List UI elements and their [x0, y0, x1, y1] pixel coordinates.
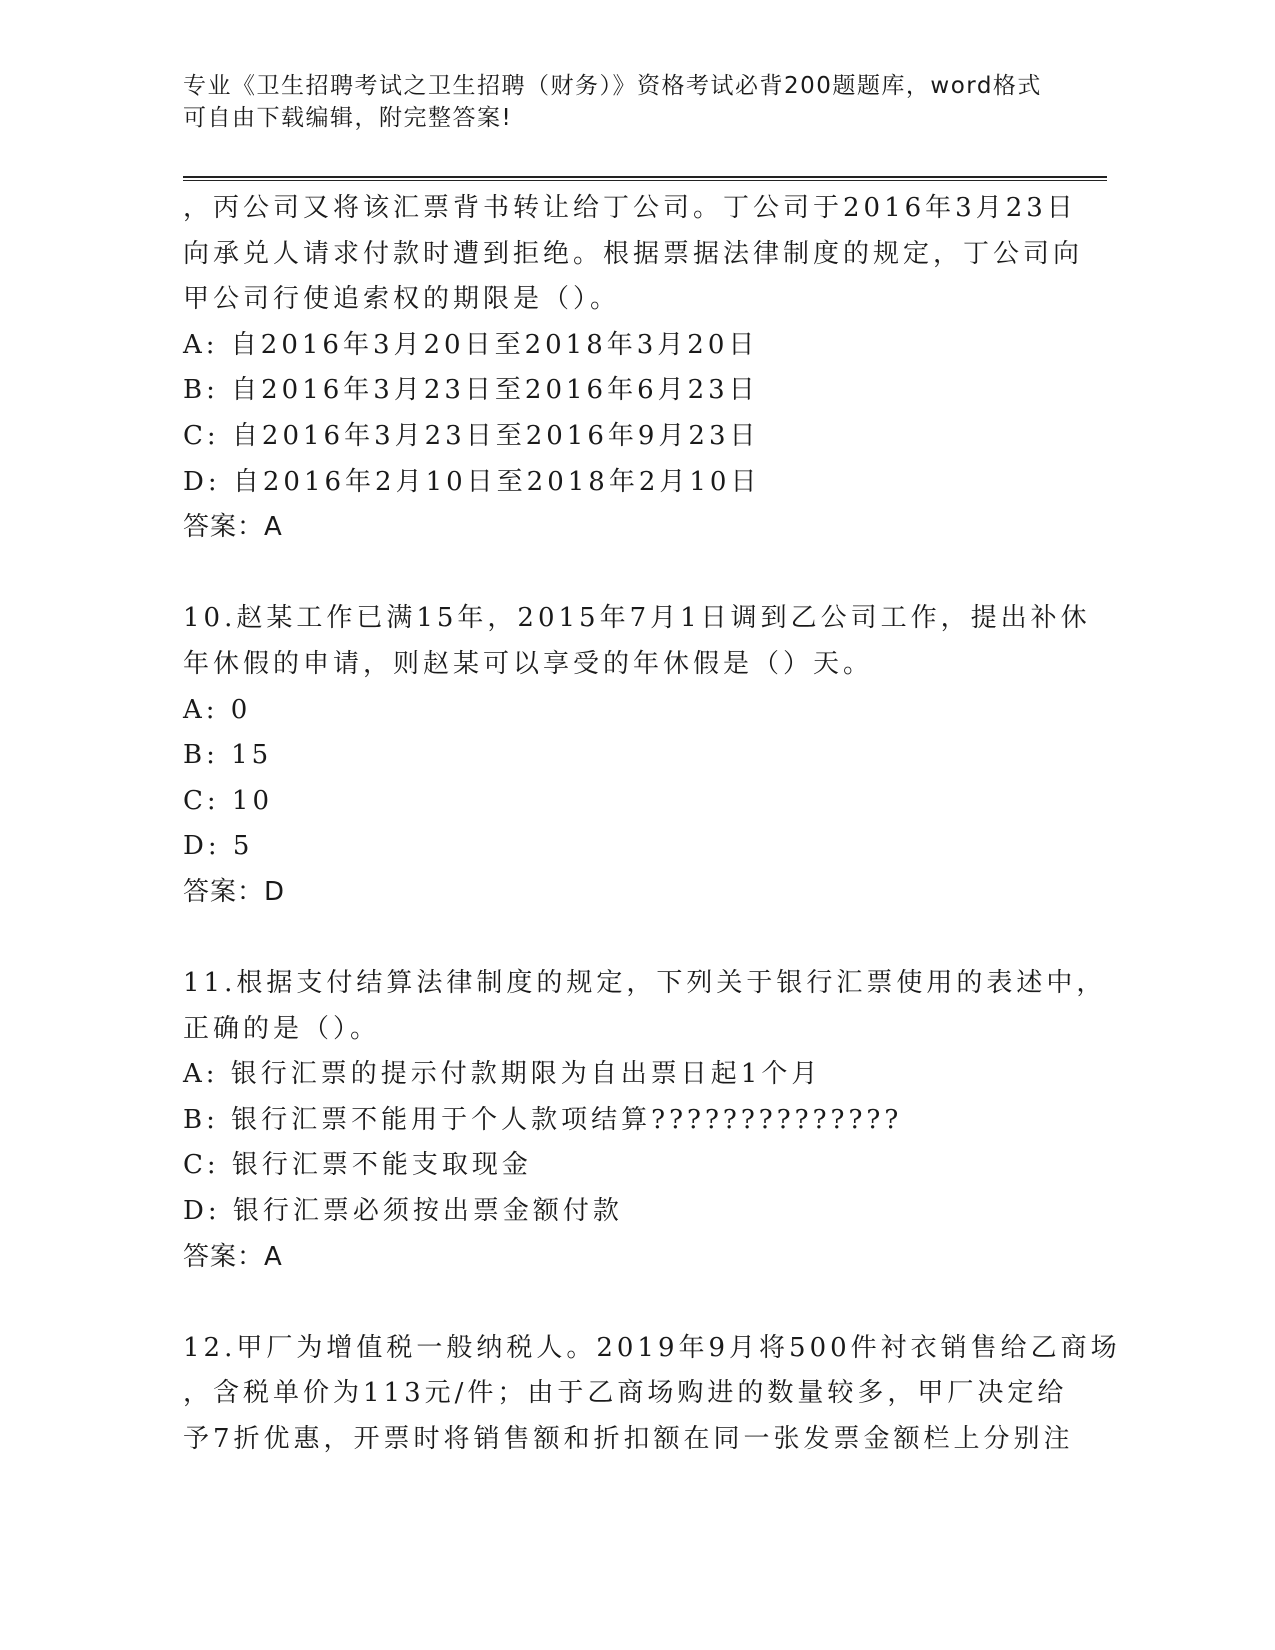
question-9-block: [183, 186, 1084, 551]
header-line-1: 专业《卫生招聘考试之卫生招聘（财务）》资格考试必背200题题库，word格式: [183, 73, 1042, 99]
question-stem-line: 10.赵某工作已满15年，2015年7月1日调到乙公司工作，提出补休: [183, 603, 1091, 634]
question-spacer: [183, 551, 1063, 597]
question-12-block: [183, 1326, 1121, 1463]
question-stem-line: 年休假的申请，则赵某可以享受的年休假是（）天。: [183, 648, 874, 679]
question-stem-line: 向承兑人请求付款时遭到拒绝。根据票据法律制度的规定，丁公司向: [183, 238, 1084, 269]
question-stem-line: 12.甲厂为增值税一般纳税人。2019年9月将500件衬衣销售给乙商场: [183, 1332, 1121, 1363]
question-stem-line: ，丙公司又将该汇票背书转让给丁公司。丁公司于2016年3月23日: [183, 193, 1077, 223]
question-stem-line: 11.根据支付结算法律制度的规定，下列关于银行汇票使用的表述中，: [183, 968, 1107, 999]
header-divider: [183, 176, 1107, 181]
header-line-2: 可自由下载编辑，附完整答案!: [183, 105, 513, 131]
question-content: [183, 186, 1121, 1463]
option-a: A: 自2016年3月20日至2018年3月20日: [183, 329, 759, 360]
question-11-block: [183, 961, 1107, 1280]
option-b: B: 银行汇票不能用于个人款项结算??????????????: [183, 1104, 903, 1135]
document-header: [183, 70, 1063, 134]
question-spacer: [183, 1280, 1063, 1326]
option-d: D: 银行汇票必须按出票金额付款: [183, 1196, 623, 1227]
question-stem-line: 予7折优惠，开票时将销售额和折扣额在同一张发票金额栏上分别注: [183, 1424, 1074, 1455]
question-spacer: [183, 916, 1063, 962]
option-c: C: 自2016年3月23日至2016年9月23日: [183, 420, 760, 451]
option-d: D: 5: [183, 831, 254, 862]
option-c: C: 10: [183, 785, 274, 816]
option-b: B: 自2016年3月23日至2016年6月23日: [183, 375, 759, 406]
question-stem-line: 正确的是（）。: [183, 1013, 381, 1044]
question-stem-line: 甲公司行使追索权的期限是（）。: [183, 284, 621, 315]
option-c: C: 银行汇票不能支取现金: [183, 1150, 532, 1181]
answer-label: 答案：A: [183, 512, 283, 543]
option-b: B: 15: [183, 740, 273, 771]
answer-label: 答案：D: [183, 876, 286, 907]
option-a: A: 银行汇票的提示付款期限为自出票日起1个月: [183, 1059, 822, 1090]
answer-label: 答案：A: [183, 1241, 283, 1272]
question-10-block: [183, 596, 1091, 915]
question-stem-line: ，含税单价为113元/件；由于乙商场购进的数量较多，甲厂决定给: [183, 1378, 1068, 1409]
option-a: A: 0: [183, 694, 252, 725]
option-d: D: 自2016年2月10日至2018年2月10日: [183, 466, 761, 497]
